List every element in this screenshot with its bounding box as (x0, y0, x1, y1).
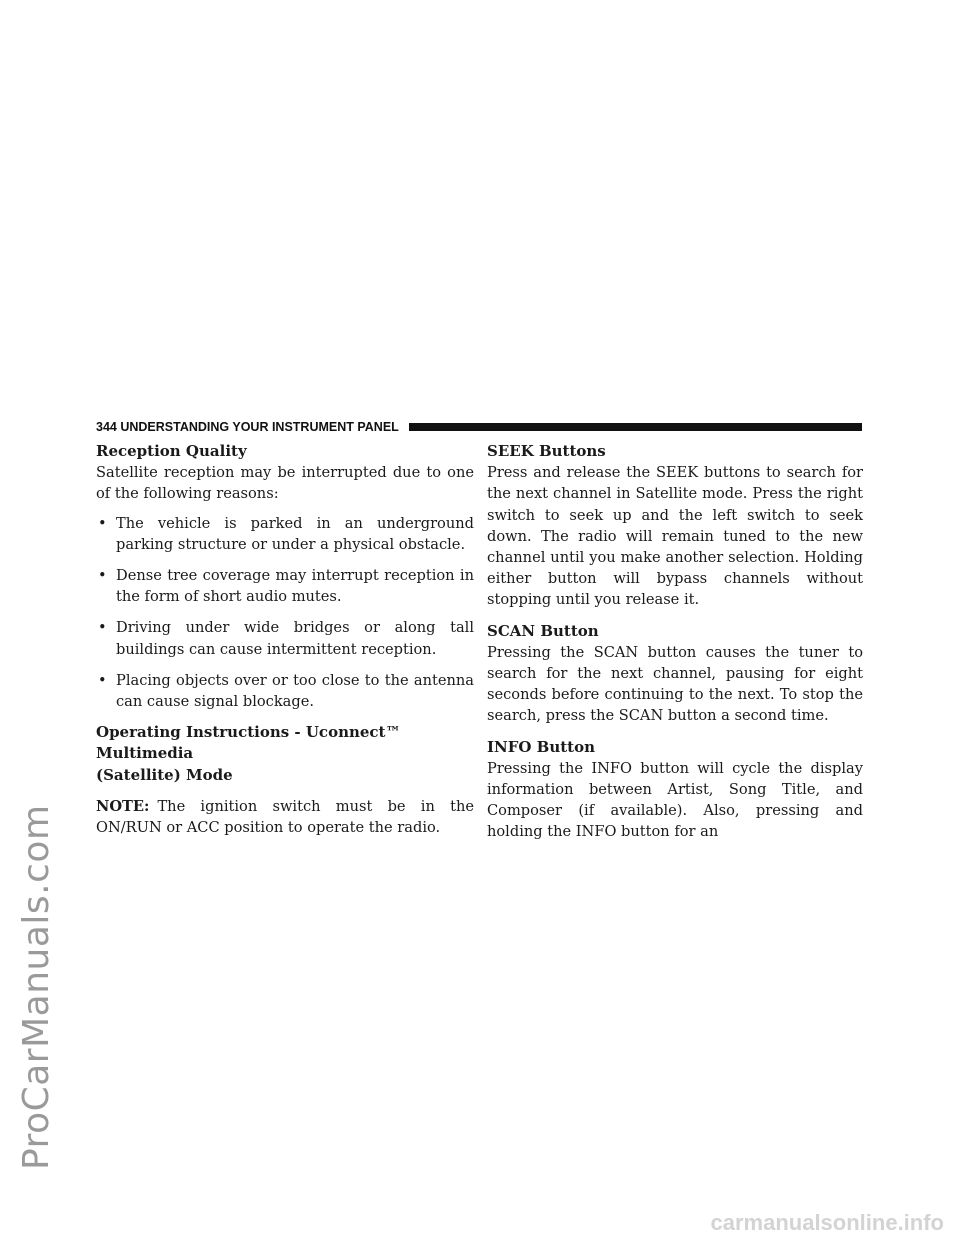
watermark-carmanualsonline: carmanualsonline.info (710, 1210, 944, 1235)
info-button-text: Pressing the INFO button will cycle the display information between Artist, Song Title, and Composer (if available). Also, pressing and holding the INFO button for an (487, 759, 863, 841)
operating-instructions-heading (96, 722, 474, 786)
bullet-text: Driving under wide bridges or along tall buildings can cause intermittent reception. (116, 619, 474, 658)
seek-buttons-heading: SEEK Buttons (487, 442, 606, 460)
heading-line: Operating Instructions - Uconnect™ Multimedia (96, 723, 401, 763)
watermark-procarmanuals: ProCarManuals.com (16, 804, 57, 1170)
page-number-section-title: 344 UNDERSTANDING YOUR INSTRUMENT PANEL (96, 420, 399, 434)
info-button-heading: INFO Button (487, 737, 596, 756)
bullet-icon: • (98, 671, 107, 689)
header-rule (409, 423, 862, 431)
list-item (96, 513, 474, 555)
bullet-icon: • (98, 514, 107, 532)
page-header (96, 419, 862, 435)
scan-button-text: Pressing the SCAN button causes the tuner to search for the next channel, pausing for eight seconds before continuing to the next. To stop the search, press the SCAN button a second time. (487, 643, 863, 725)
list-item (96, 565, 474, 607)
reception-quality-heading: Reception Quality (96, 442, 247, 460)
heading-line: (Satellite) Mode (96, 765, 233, 784)
note-label: NOTE: (96, 797, 150, 815)
list-item (96, 670, 474, 712)
bullet-icon: • (98, 567, 107, 585)
right-column (487, 441, 863, 843)
bullet-text: The vehicle is parked in an underground parking structure or under a physical obstacle. (116, 514, 474, 553)
seek-buttons-text: Press and release the SEEK buttons to search for the next channel in Satellite mode. Press the right switch to seek up and the left switch to seek down. The radio will remain tuned to the new channel until you make another selection. Holding either button will bypass channels without stopping until you release it. (487, 464, 863, 609)
bullet-icon: • (98, 619, 107, 637)
bullet-text: Placing objects over or too close to the antenna can cause signal blockage. (116, 671, 474, 711)
scan-button-heading: SCAN Button (487, 621, 599, 640)
note-paragraph (96, 796, 474, 838)
left-column (96, 441, 474, 838)
list-item (96, 617, 474, 659)
reception-bullet-list (96, 513, 474, 713)
bullet-text: Dense tree coverage may interrupt reception in the form of short audio mutes. (116, 567, 474, 606)
note-text: The ignition switch must be in the ON/RUN or ACC position to operate the radio. (96, 797, 474, 837)
reception-intro-text: Satellite reception may be interrupted due to one of the following reasons: (96, 464, 474, 503)
